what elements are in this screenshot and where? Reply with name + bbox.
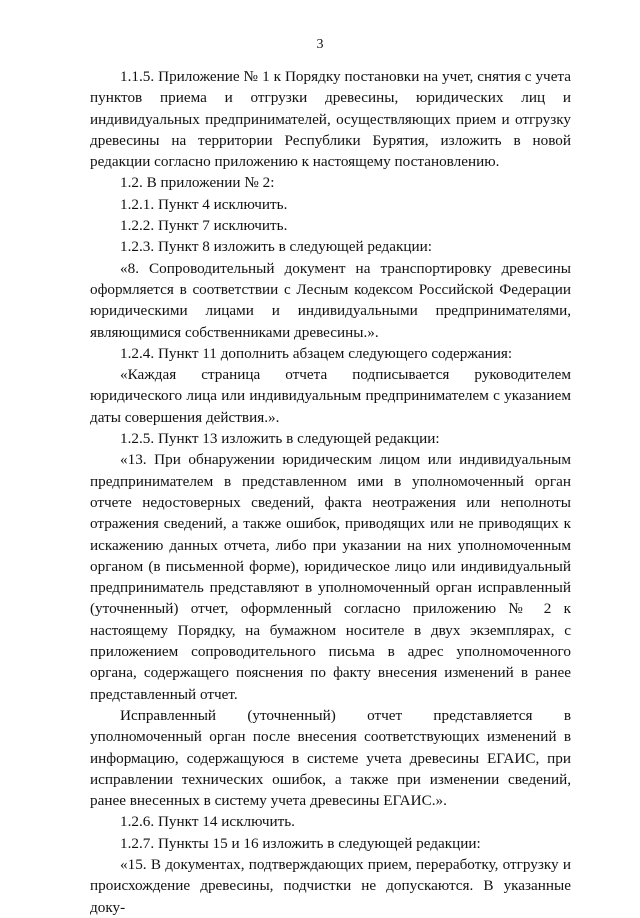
paragraph-1-2-6: 1.2.6. Пункт 14 исключить. <box>120 813 295 831</box>
paragraph-1-2: 1.2. В приложении № 2: <box>120 174 275 192</box>
paragraph-1-1-5: 1.1.5. Приложение № 1 к Порядку постановки на учет, снятия с учета пунктов приема и отгрузки древесины, юридических лиц и индивидуальных предпринимателей, осуществляющих прием и отгрузку древесины на территории Республики Бурятия, изложить в новой редакции согласно приложению к настоящему постановлению. <box>90 68 571 171</box>
document-body <box>90 66 571 918</box>
page-number: 3 <box>316 37 324 52</box>
quoted-item-13: «13. При обнаружении юридическим лицом или индивидуальным предпринимателем в представленном ими в уполномоченный орган отчете недостоверных сведений, факта неотражения или неполноты отражения сведений, а также ошибок, приводящих или не приводящих к искажению данных отчета, либо при указании на них уполномоченным органом (в письменной форме), юридическое лицо или индивидуальный предприниматель представляют в уполномоченный орган исправленный (уточненный) отчет, оформленный согласно приложению № 2 к настоящему Порядку, на бумажном носителе в двух экземплярах, с приложением сопроводительного письма в адрес уполномоченного органа, содержащего пояснения по факту внесения изменений в ранее представленный отчет. <box>90 451 571 703</box>
paragraph-1-2-4: 1.2.4. Пункт 11 дополнить абзацем следующего содержания: <box>120 344 513 362</box>
quoted-item-8: «8. Сопроводительный документ на транспортировку древесины оформляется в соответствии с Лесным кодексом Российской Федерации юридическими лицами и индивидуальными предпринимателями, являющимися собственниками древесины.». <box>90 259 571 341</box>
paragraph-1-2-2: 1.2.2. Пункт 7 исключить. <box>120 217 288 235</box>
paragraph-1-2-5: 1.2.5. Пункт 13 изложить в следующей редакции: <box>120 430 440 448</box>
quoted-report-signature: «Каждая страница отчета подписывается руководителем юридического лица или индивидуальным предпринимателем с указанием даты совершения действия.». <box>90 366 571 426</box>
paragraph-1-2-1: 1.2.1. Пункт 4 исключить. <box>120 195 288 213</box>
corrected-report-paragraph: Исправленный (уточненный) отчет представляется в уполномоченный орган после внесения соответствующих изменений в информацию, содержащуюся в системе учета древесины ЕГАИС, при исправлении технических ошибок, а также при изменении сведений, ранее внесенных в систему учета древесины ЕГАИС.». <box>90 706 571 810</box>
paragraph-1-2-7: 1.2.7. Пункты 15 и 16 изложить в следующей редакции: <box>120 834 481 852</box>
quoted-item-15: «15. В документах, подтверждающих прием, переработку, отгрузку и происхождение древесины, подчистки не допускаются. В указанные доку- <box>90 855 571 916</box>
paragraph-1-2-3: 1.2.3. Пункт 8 изложить в следующей редакции: <box>120 238 433 256</box>
